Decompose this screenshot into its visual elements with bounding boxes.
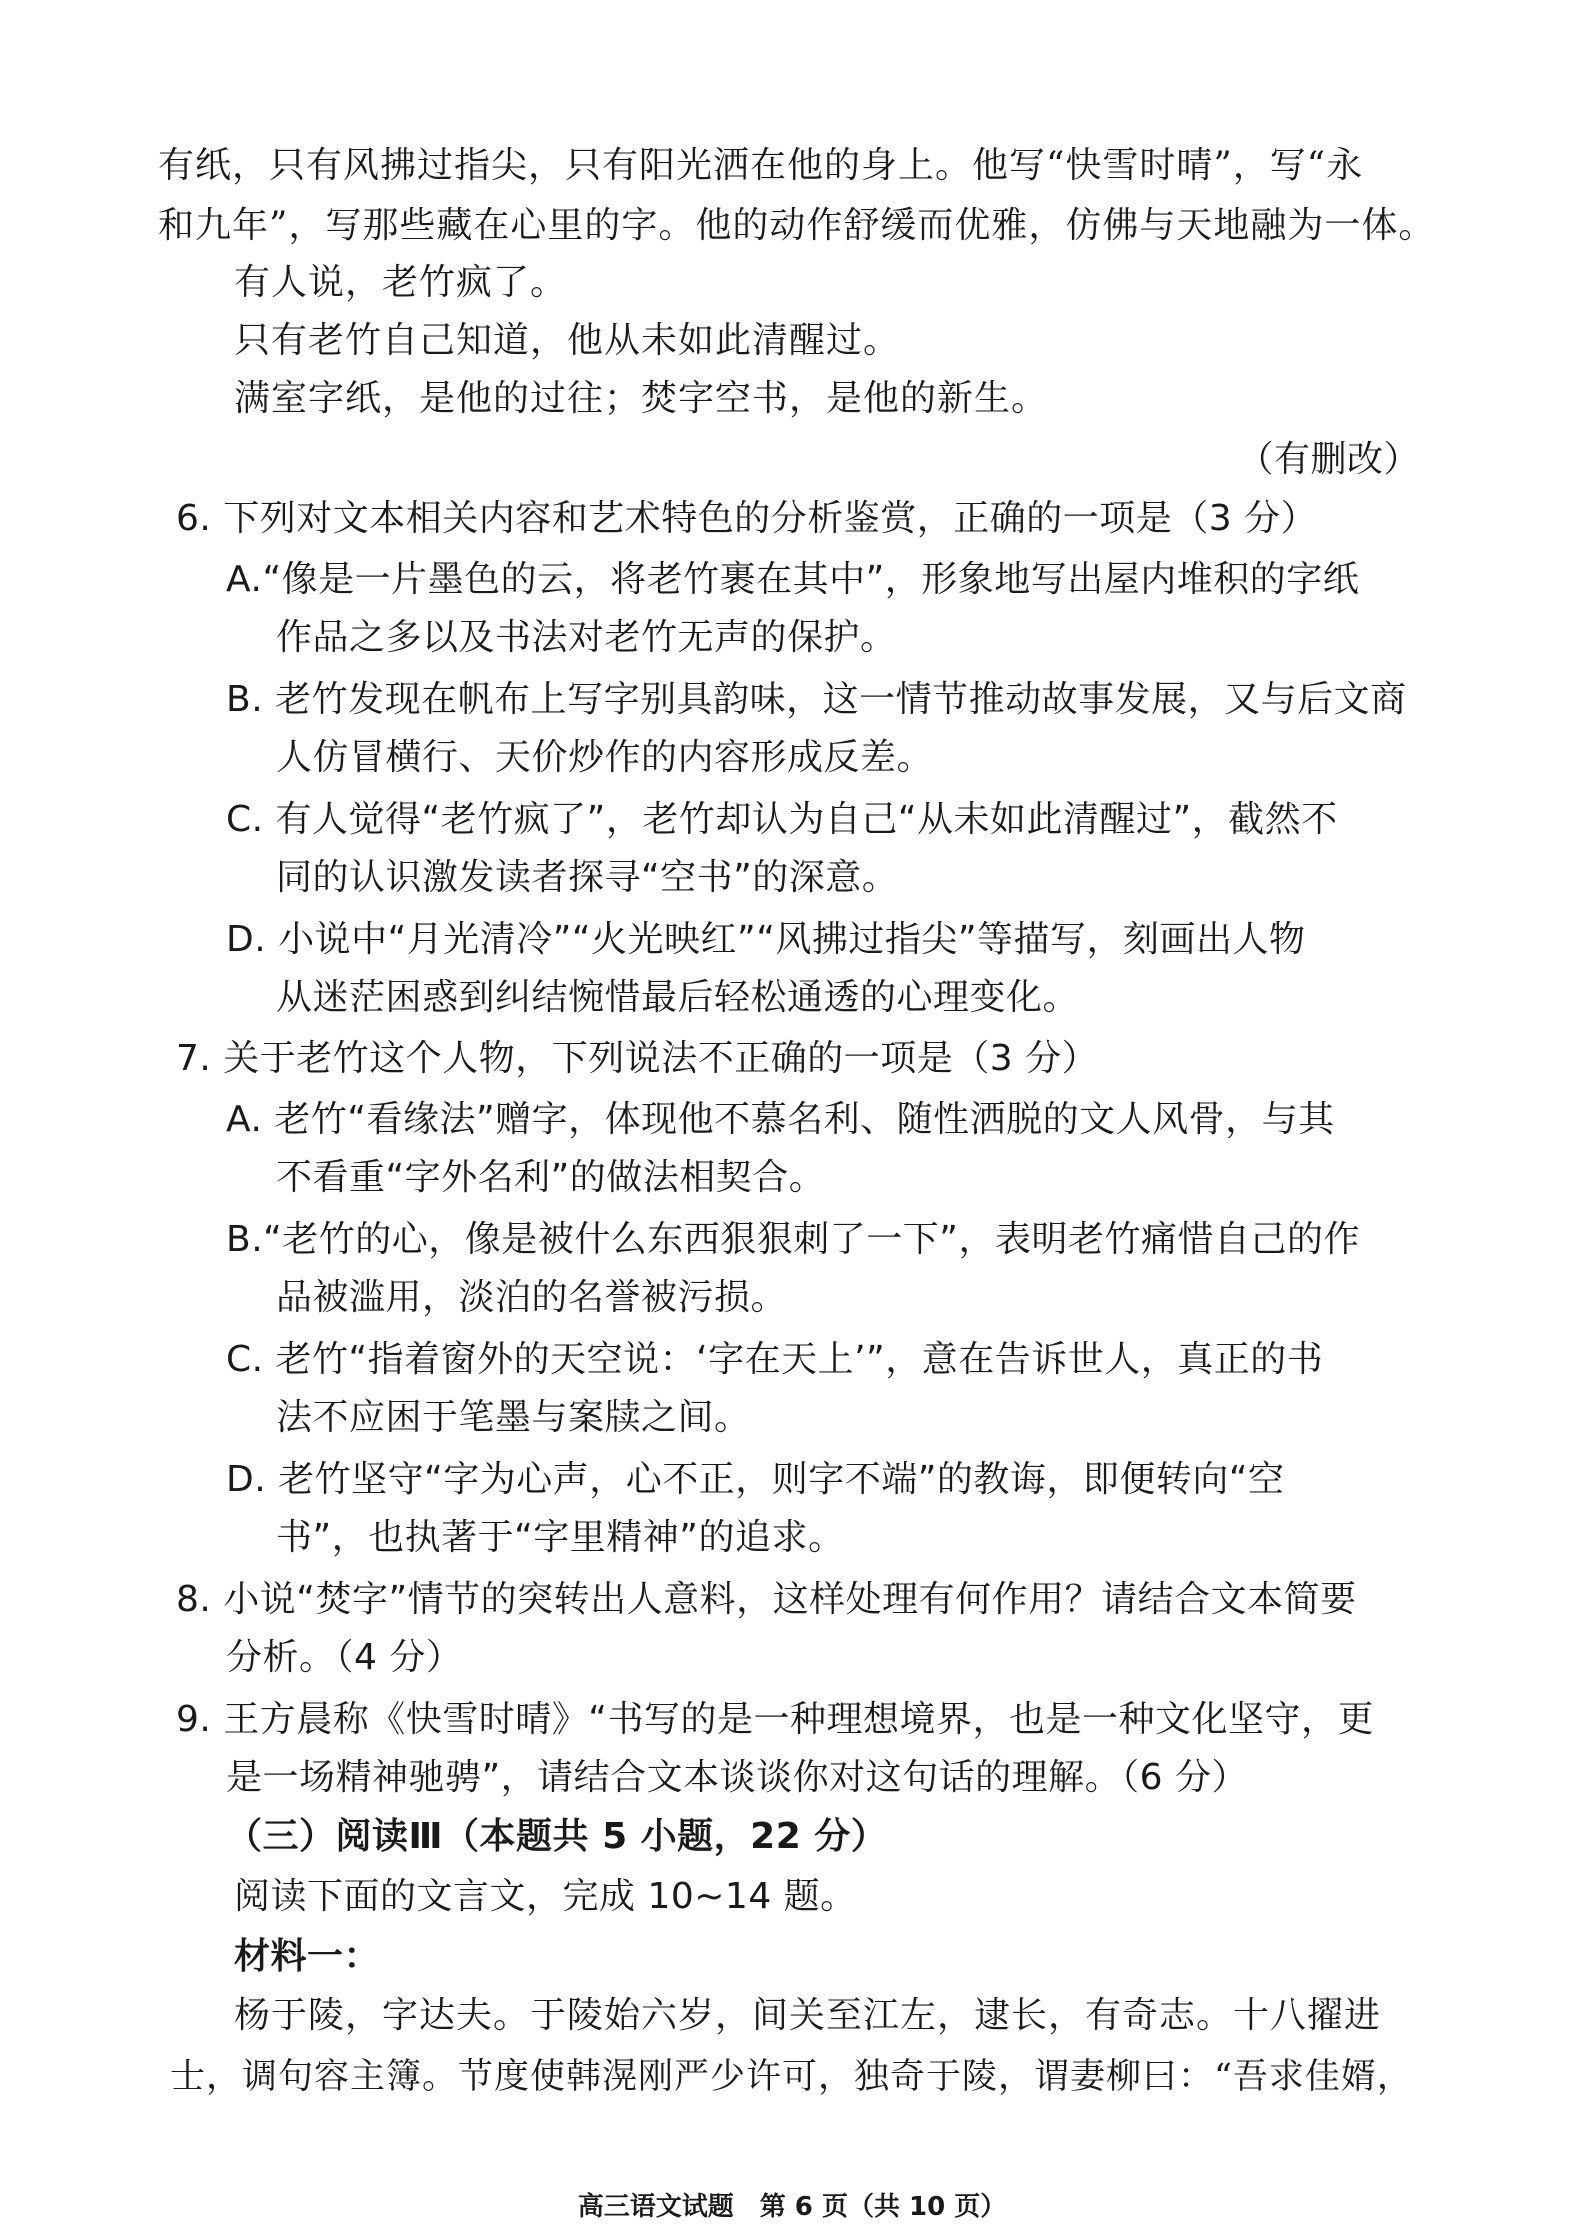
- q7-option-a-line1: A. 老竹“看缘法”赠字，体现他不慕名利、随性洒脱的文人风骨，与其: [226, 1099, 1335, 1140]
- q7-option-b-line2: 品被滥用，淡泊的名誉被污损。: [276, 1277, 788, 1318]
- q7-stem: 7. 关于老竹这个人物，下列说法不正确的一项是（3 分）: [176, 1038, 1099, 1079]
- story-line-1: 有纸，只有风拂过指尖，只有阳光洒在他的身上。他写“快雪时晴”，写“永: [158, 145, 1364, 186]
- page-footer: 高三语文试题 第 6 页（共 10 页）: [577, 2192, 1007, 2222]
- q6-option-c-line2: 同的认识激发读者探寻“空书”的深意。: [276, 857, 899, 898]
- q7-option-c-line2: 法不应困于笔墨与案牍之间。: [276, 1397, 751, 1438]
- q6-option-d-line2: 从迷茫困惑到纠结惋惜最后轻松通透的心理变化。: [276, 977, 1080, 1018]
- source-note: （有删改）: [1237, 439, 1420, 480]
- section-heading: （三）阅读Ⅲ（本题共 5 小题，22 分）: [226, 1816, 888, 1857]
- q7-option-d-line1: D. 老竹坚守“字为心声，心不正，则字不端”的教诲，即便转向“空: [226, 1459, 1285, 1500]
- section-instruction: 阅读下面的文言文，完成 10~14 题。: [234, 1876, 857, 1917]
- q7-option-a-line2: 不看重“字外名利”的做法相契合。: [276, 1157, 826, 1198]
- q9-line-1: 9. 王方晨称《快雪时晴》“书写的是一种理想境界，也是一种文化坚守，更: [176, 1699, 1374, 1740]
- story-line-4: 只有老竹自己知道，他从未如此清醒过。: [234, 320, 901, 361]
- q7-option-b-line1: B.“老竹的心，像是被什么东西狠狠刺了一下”，表明老竹痛惜自己的作: [226, 1219, 1360, 1260]
- q8-line-1: 8. 小说“焚字”情节的突转出人意料，这样处理有何作用？请结合文本简要: [176, 1579, 1357, 1620]
- q7-option-d-line2: 书”，也执著于“字里精神”的追求。: [276, 1517, 845, 1558]
- q6-option-a-line1: A.“像是一片墨色的云，将老竹裹在其中”，形象地写出屋内堆积的字纸: [226, 559, 1360, 600]
- q6-option-a-line2: 作品之多以及书法对老竹无声的保护。: [276, 617, 897, 658]
- classical-text-line-1: 杨于陵，字达夫。于陵始六岁，间关至江左，逮长，有奇志。十八擢进: [234, 1995, 1382, 2036]
- q7-option-c-line1: C. 老竹“指着窗外的天空说：‘字在天上’”，意在告诉世人，真正的书: [226, 1339, 1324, 1380]
- q6-option-b-line2: 人仿冒横行、天价炒作的内容形成反差。: [276, 737, 934, 778]
- material-label: 材料一：: [234, 1936, 381, 1977]
- story-line-3: 有人说，老竹疯了。: [234, 262, 568, 303]
- q6-option-d-line1: D. 小说中“月光清冷”“火光映红”“风拂过指尖”等描写，刻画出人物: [226, 919, 1306, 960]
- q9-line-2: 是一场精神驰骋”，请结合文本谈谈你对这句话的理解。（6 分）: [226, 1757, 1248, 1798]
- story-line-5: 满室字纸，是他的过往；焚字空书，是他的新生。: [234, 378, 1049, 419]
- q6-stem: 6. 下列对文本相关内容和艺术特色的分析鉴赏，正确的一项是（3 分）: [176, 498, 1318, 539]
- story-line-2: 和九年”，写那些藏在心里的字。他的动作舒缓而优雅，仿佛与天地融为一体。: [158, 205, 1436, 246]
- q8-line-2: 分析。（4 分）: [226, 1637, 463, 1678]
- q6-option-c-line1: C. 有人觉得“老竹疯了”，老竹却认为自己“从未如此清醒过”，截然不: [226, 799, 1338, 840]
- classical-text-line-2: 士，调句容主簿。节度使韩滉刚严少许可，独奇于陵，谓妻柳曰：“吾求佳婿，: [170, 2057, 1413, 2097]
- q6-option-b-line1: B. 老竹发现在帆布上写字别具韵味，这一情节推动故事发展，又与后文商: [226, 679, 1407, 720]
